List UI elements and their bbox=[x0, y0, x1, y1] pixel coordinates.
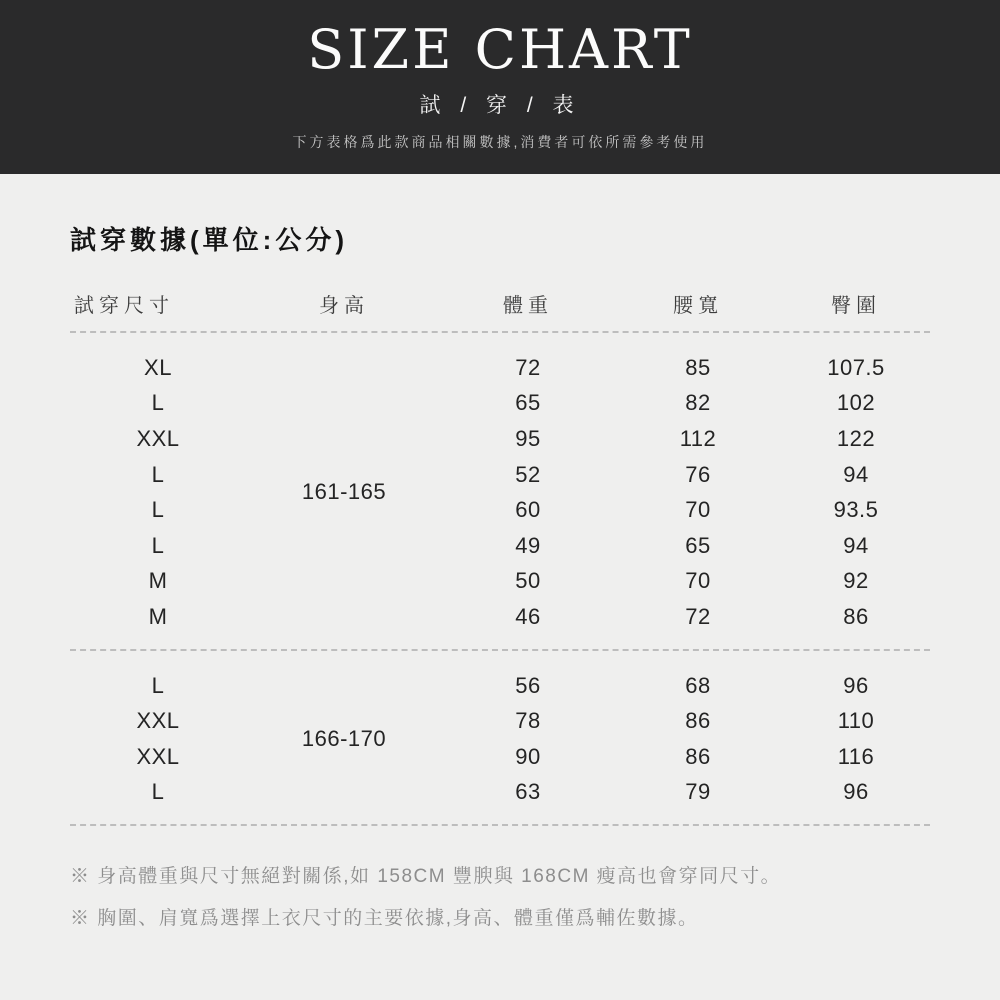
size-cell: XXL bbox=[136, 708, 180, 734]
weight-cell: 50 bbox=[515, 568, 541, 594]
table-bottom-divider bbox=[70, 824, 930, 826]
size-group-161-165 bbox=[70, 333, 930, 649]
weight-cell: 78 bbox=[515, 708, 541, 734]
weight-cell: 56 bbox=[515, 672, 541, 698]
hip-cell: 86 bbox=[843, 603, 869, 629]
size-cell: L bbox=[151, 461, 165, 487]
size-cell: L bbox=[151, 497, 165, 523]
hip-cell: 96 bbox=[843, 779, 869, 805]
size-cell: L bbox=[151, 532, 165, 558]
size-cell: M bbox=[148, 568, 168, 594]
weight-cell: 49 bbox=[515, 532, 541, 558]
weight-cell: 60 bbox=[515, 497, 541, 523]
size-table bbox=[70, 289, 930, 826]
hero-subtitle: 試 / 穿 / 表 bbox=[419, 93, 581, 117]
col-header-size: 試穿尺寸 bbox=[74, 295, 174, 317]
waist-cell: 65 bbox=[685, 532, 711, 558]
col-header-waist: 腰寬 bbox=[673, 295, 723, 317]
weight-cell: 90 bbox=[515, 743, 541, 769]
waist-cell: 82 bbox=[685, 390, 711, 416]
size-cell: M bbox=[148, 603, 168, 629]
hero-banner bbox=[0, 0, 1000, 174]
waist-cell: 76 bbox=[685, 461, 711, 487]
footnote-line: ※ 身高體重與尺寸無絕對關係,如 158CM 豐腴與 168CM 瘦高也會穿同尺寸。 bbox=[70, 866, 782, 888]
hip-cell: 102 bbox=[836, 390, 876, 416]
section-title: 試穿數據(單位:公分) bbox=[70, 225, 348, 255]
waist-cell: 86 bbox=[685, 743, 711, 769]
waist-cell: 85 bbox=[685, 354, 711, 380]
weight-cell: 52 bbox=[515, 461, 541, 487]
waist-cell: 86 bbox=[685, 708, 711, 734]
weight-cell: 95 bbox=[515, 425, 541, 451]
size-group-166-170 bbox=[70, 651, 930, 824]
size-cell: XXL bbox=[136, 743, 180, 769]
col-header-height: 身高 bbox=[319, 295, 369, 317]
hip-cell: 92 bbox=[843, 568, 869, 594]
size-cell: L bbox=[151, 779, 165, 805]
footnote-line: ※ 胸圍、肩寬爲選擇上衣尺寸的主要依據,身高、體重僅爲輔佐數據。 bbox=[70, 908, 699, 930]
footnotes bbox=[70, 856, 930, 940]
waist-cell: 72 bbox=[685, 603, 711, 629]
hip-cell: 116 bbox=[837, 743, 875, 769]
size-cell: L bbox=[151, 390, 165, 416]
weight-cell: 65 bbox=[515, 390, 541, 416]
waist-cell: 68 bbox=[685, 672, 711, 698]
weight-cell: 46 bbox=[515, 603, 541, 629]
col-header-hip: 臀圍 bbox=[831, 295, 881, 317]
waist-cell: 112 bbox=[679, 425, 717, 451]
size-cell: XL bbox=[144, 354, 172, 380]
hip-cell: 94 bbox=[843, 532, 869, 558]
weight-cell: 72 bbox=[515, 354, 541, 380]
size-cell: L bbox=[151, 672, 165, 698]
hip-cell: 96 bbox=[843, 672, 869, 698]
table-header-row bbox=[70, 289, 930, 331]
hero-description: 下方表格爲此款商品相關數據,消費者可依所需參考使用 bbox=[292, 133, 708, 150]
hip-cell: 94 bbox=[843, 461, 869, 487]
waist-cell: 70 bbox=[685, 568, 711, 594]
size-cell: XXL bbox=[136, 425, 180, 451]
height-range-cell: 166-170 bbox=[301, 725, 387, 751]
weight-cell: 63 bbox=[515, 779, 541, 805]
hip-cell: 107.5 bbox=[827, 354, 885, 380]
col-header-weight: 體重 bbox=[503, 295, 553, 317]
hip-cell: 110 bbox=[837, 708, 875, 734]
hero-title: SIZE CHART bbox=[307, 18, 693, 81]
main-content bbox=[0, 220, 1000, 940]
height-range-cell: 161-165 bbox=[301, 479, 387, 505]
waist-cell: 70 bbox=[685, 497, 711, 523]
hip-cell: 93.5 bbox=[833, 497, 879, 523]
waist-cell: 79 bbox=[685, 779, 711, 805]
hip-cell: 122 bbox=[836, 425, 876, 451]
